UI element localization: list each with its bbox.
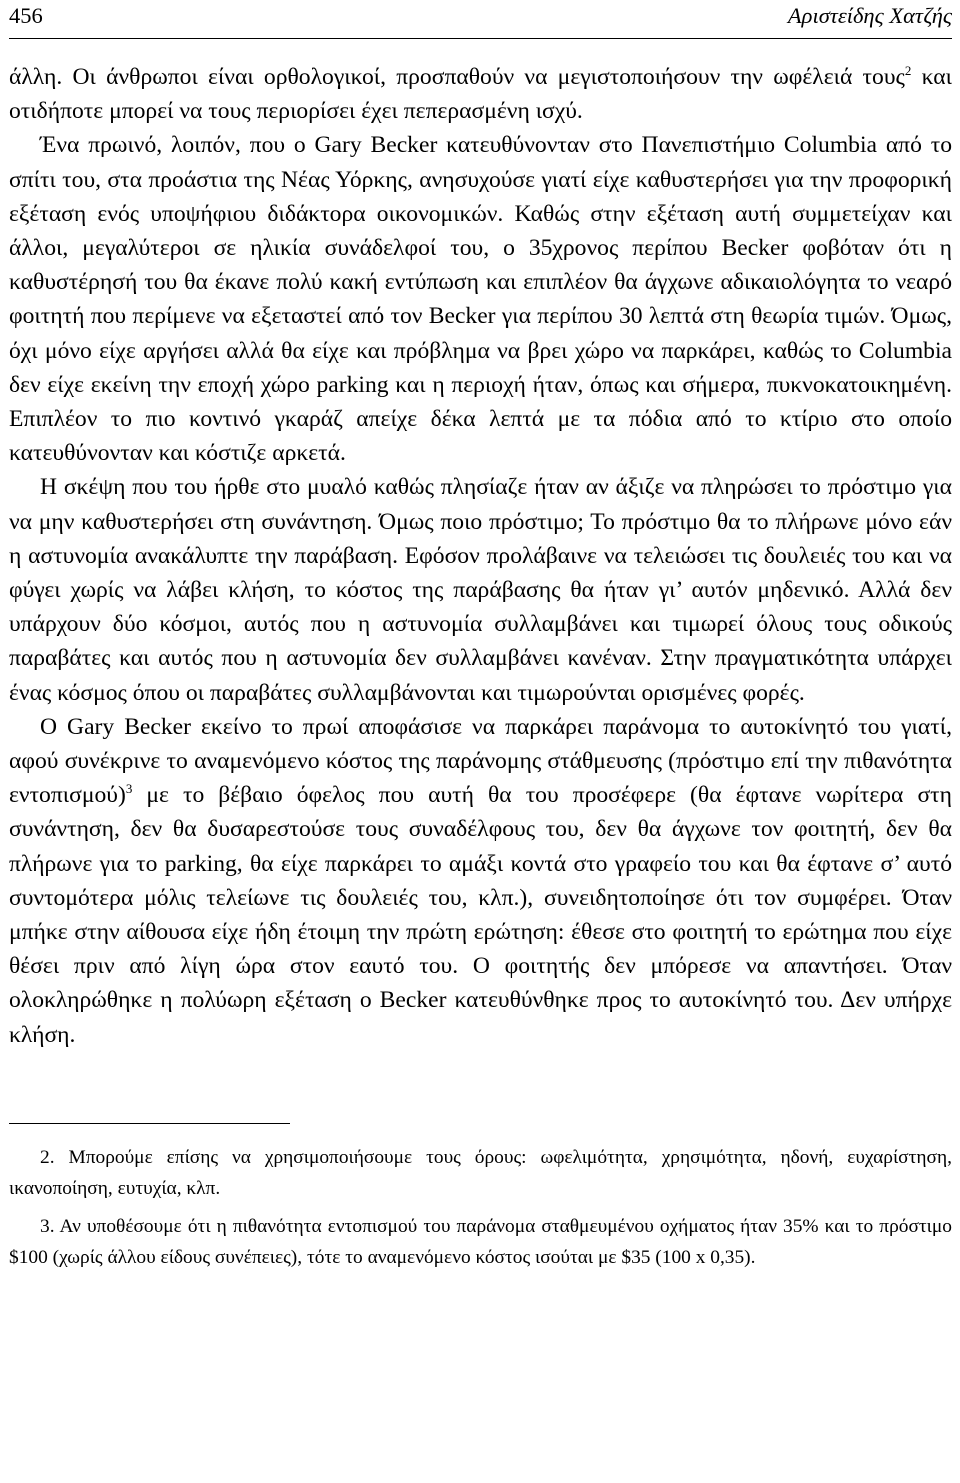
header-rule — [9, 38, 952, 39]
footnote-ref-3: 3 — [125, 781, 133, 797]
paragraph-fine-thought: Η σκέψη που του ήρθε στο μυαλό καθώς πλησίαζε ήταν αν άξιζε να πληρώσει το πρόστιμο για να μην καθυστερήσει στη συνάντηση. Όμως ποιο πρόστιμο; Το πρόστιμο θα το πλήρωνε μόνο εάν η αστυνομία ανακάλυπτε την παράβαση. Εφόσον προλάβαινε να τελειώσει τις δουλειές του και να φύγει χωρίς να λάβει κλήση, το κόστος της παράβασης θα ήταν γι’ αυτόν μηδενικό. Αλλά δεν υπάρχουν δύο κόσμοι, αυτός που η αστυνομία συλλαμβάνει και τιμωρεί όλους τους οδικούς παραβάτες και αυτός που η αστυνομία δεν συλλαμβάνει κανέναν. Στην πραγματικότητα υπάρχει ένας κόσμος όπου οι παραβάτες συλλαμβάνονται και τιμωρούνται ορισμένες φορές. — [9, 474, 952, 706]
paragraph-text: άλλη. Οι άνθρωποι είναι ορθολογικοί, προσπαθούν να μεγιστοποιήσουν την ωφέλειά τους — [9, 64, 905, 90]
paragraph-continued — [9, 60, 952, 128]
paragraph-text: και οτιδήποτε μπορεί να τους περιορίσει έχει πεπερασμένη ισχύ. — [9, 64, 953, 125]
paragraph-becker-parking: Ένα πρωινό, λοιπόν, που ο Gary Becker κατευθύνονταν στο Πανεπιστήμιο Columbia από το σπίτι του, στα προάστια της Νέας Υόρκης, ανησυχούσε γιατί είχε καθυστερήσει για την προφορική εξέταση ενός υποψήφιου διδάκτορα οικονομικών. Καθώς στην εξέταση αυτή συμμετείχαν και άλλοι, μεγαλύτεροι σε ηλικία συνάδελφοί του, ο 35χρονος περίπου Becker φοβόταν ότι η καθυστέρησή του θα έκανε πολύ κακή εντύπωση και επιπλέον θα άγχωνε αδικαιολόγητα το νεαρό φοιτητή που περίμενε να εξεταστεί από τον Becker για περίπου 30 λεπτά στη θεωρία τιμών. Όμως, όχι μόνο είχε αργήσει αλλά θα είχε και πρόβλημα να βρει χώρο να παρκάρει, καθώς το Columbia δεν είχε εκείνη την εποχή χώρο parking και η περιοχή ήταν, όπως και σήμερα, πυκνοκατοικημένη. Επιπλέον το πιο κοντινό γκαράζ απείχε δέκα λεπτά με τα πόδια από το κτίριο στο οποίο κατευθύνονταν και κόστιζε αρκετά. — [9, 132, 952, 467]
page-number: 456 — [9, 3, 43, 28]
footnote-ref-2: 2 — [904, 63, 912, 78]
footnote-separator — [9, 1123, 290, 1124]
paragraph-text: με το βέβαιο όφελος που αυτή θα του προσέφερε (θα έφτανε νωρίτερα στη συνάντηση, δεν θα δυσαρεστούσε τους συναδέλφους του, δεν θα άγχωνε τον φοιτητή, δεν θα πλήρωνε για το parking, θα είχε παρκάρει το αμάξι κοντά στο γραφείο του και θα έφτανε σ’ αυτό συντομότερα μόλις τελείωνε τις δουλειές του, κλπ.), συνειδητοποίησε ότι τον συμφέρει. Όταν μπήκε στην αίθουσα είχε ήδη έτοιμη την πρώτη ερώτηση: έθεσε στο φοιτητή το ερώτημα που είχε θέσει πριν από λίγη ώρα στον εαυτό του. Ο φοιτητής δεν μπόρεσε να απαντήσει. Όταν ολοκληρώθηκε η πολύωρη εξέταση ο Becker κατευθύνθηκε προς το αυτοκίνητό του. Δεν υπήρχε κλήση. — [9, 782, 952, 1048]
footnotes — [9, 1142, 952, 1273]
running-head-author: Αριστείδης Χατζής — [787, 3, 952, 28]
paragraph-decision — [9, 710, 952, 1052]
paragraph-text: Ο Gary Becker εκείνο το πρωί αποφάσισε να παρκάρει παράνομα το αυτοκίνητό του γιατί, αφού συνέκρινε το αναμενόμενο κόστος της παράνομης στάθμευσης (πρόστιμο επί την πιθανότητα εντοπισμού) — [9, 713, 952, 809]
footnote-3: 3. Αν υποθέσουμε ότι η πιθανότητα εντοπισμού του παράνομα σταθμευμένου οχήματος ήταν 35% και το πρόστιμο $100 (χωρίς άλλου είδους συνέπειες), τότε το αναμενόμενο κόστος ισούται με $35 (100 x 0,35). — [9, 1215, 952, 1268]
book-page — [9, 0, 952, 1280]
footnote-2: 2. Μπορούμε επίσης να χρησιμοποιήσουμε τους όρους: ωφελιμότητα, χρησιμότητα, ηδονή, ευχαρίστηση, ικανοποίηση, ευτυχία, κλπ. — [9, 1146, 952, 1199]
body-text — [9, 60, 952, 1052]
running-head — [9, 0, 952, 40]
